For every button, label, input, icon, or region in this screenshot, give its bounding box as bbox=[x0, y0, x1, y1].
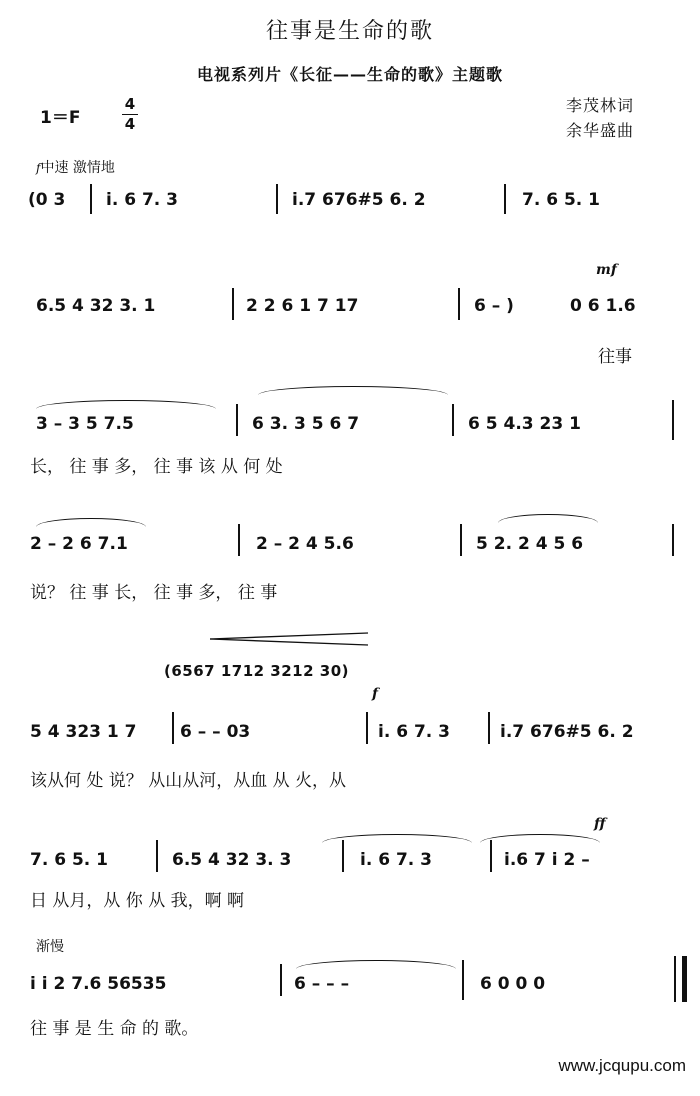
measure: 6 – – – bbox=[294, 974, 350, 994]
barline bbox=[90, 184, 92, 214]
website-watermark: www.jcqupu.com bbox=[558, 1056, 686, 1075]
barline bbox=[672, 524, 674, 556]
measure: 5 2. 2 4 5 6 bbox=[476, 534, 584, 554]
lyric-line: 说？ 往 事 长， 往 事 多， 往 事 bbox=[30, 583, 278, 603]
measure: i.7 676#5 6. 2 bbox=[500, 722, 634, 742]
measure: 2 2 6 1 7 17 bbox=[246, 296, 359, 316]
barline bbox=[276, 184, 278, 214]
barline bbox=[452, 404, 454, 436]
measure: 6 – – 03 bbox=[180, 722, 251, 742]
key-signature: 1＝F bbox=[40, 108, 81, 128]
barline bbox=[232, 288, 234, 320]
measure: 3 – 3 5 7.5 bbox=[36, 414, 134, 434]
barline bbox=[366, 712, 368, 744]
ritardando-marking: 渐慢 bbox=[36, 939, 64, 955]
barline bbox=[490, 840, 492, 872]
lyric-line: 该从何 处 说？ 从山从河，从血 从 火，从 bbox=[30, 771, 347, 791]
barline bbox=[172, 712, 174, 744]
measure: 6 5 4.3 23 1 bbox=[468, 414, 581, 434]
barline bbox=[504, 184, 506, 214]
song-subtitle: 电视系列片《长征——生命的歌》主题歌 bbox=[196, 65, 503, 84]
tempo-marking bbox=[36, 157, 115, 177]
song-title: 往事是生命的歌 bbox=[265, 19, 434, 44]
barline bbox=[488, 712, 490, 744]
barline bbox=[238, 524, 240, 556]
measure: 0 6 1.6 bbox=[570, 296, 636, 316]
crescendo-hairpin bbox=[210, 632, 370, 646]
final-barline bbox=[674, 956, 687, 1002]
dynamic-f: f bbox=[372, 686, 379, 702]
lyric-line: 往事 bbox=[598, 347, 632, 367]
slur bbox=[498, 514, 598, 523]
measure: 6 – ) bbox=[474, 296, 514, 316]
dynamic-mf: mf bbox=[596, 262, 617, 278]
slur bbox=[322, 834, 472, 843]
measure: i. 6 7. 3 bbox=[378, 722, 450, 742]
lyric-line: 长， 往 事 多， 往 事 该 从 何 处 bbox=[30, 457, 283, 477]
measure: 6.5 4 32 3. 3 bbox=[172, 850, 292, 870]
measure: i i 2 7.6 56535 bbox=[30, 974, 167, 994]
measure: 6 3. 3 5 6 7 bbox=[252, 414, 360, 434]
barline bbox=[156, 840, 158, 872]
barline bbox=[280, 964, 282, 996]
measure: 2 – 2 4 5.6 bbox=[256, 534, 354, 554]
lyric-line: 日 从月，从 你 从 我，啊 啊 bbox=[30, 891, 245, 911]
barline bbox=[460, 524, 462, 556]
interlude-notes: (6567 1712 3212 30) bbox=[164, 662, 349, 680]
lyric-line: 往 事 是 生 命 的 歌。 bbox=[30, 1019, 199, 1039]
barline bbox=[458, 288, 460, 320]
composer-credit: 余华盛曲 bbox=[566, 121, 635, 140]
measure: 7. 6 5. 1 bbox=[30, 850, 108, 870]
time-signature-top: 4 bbox=[124, 95, 136, 113]
measure: i.6 7 i 2 – bbox=[504, 850, 590, 870]
slur bbox=[296, 960, 456, 969]
line-end-bar bbox=[672, 400, 680, 440]
slur bbox=[36, 518, 146, 527]
slur bbox=[480, 834, 600, 843]
slur bbox=[258, 386, 448, 395]
tempo-dynamic: f bbox=[36, 161, 41, 175]
slur bbox=[36, 400, 216, 409]
barline bbox=[342, 840, 344, 872]
barline bbox=[462, 960, 464, 1000]
measure: i. 6 7. 3 bbox=[106, 190, 178, 210]
measure: (0 3 bbox=[28, 190, 66, 210]
measure: i. 6 7. 3 bbox=[360, 850, 432, 870]
measure: 5 4 323 1 7 bbox=[30, 722, 137, 742]
measure: 7. 6 5. 1 bbox=[522, 190, 600, 210]
measure: 6.5 4 32 3. 1 bbox=[36, 296, 156, 316]
measure: 6 0 0 0 bbox=[480, 974, 546, 994]
time-signature-bottom: 4 bbox=[124, 115, 136, 133]
tempo-text: 中速 激情地 bbox=[40, 160, 115, 176]
barline bbox=[236, 404, 238, 436]
measure: i.7 676#5 6. 2 bbox=[292, 190, 426, 210]
dynamic-ff: ff bbox=[594, 816, 606, 832]
measure: 2 – 2 6 7.1 bbox=[30, 534, 128, 554]
lyricist-credit: 李茂林词 bbox=[566, 96, 635, 115]
time-signature bbox=[122, 96, 138, 133]
